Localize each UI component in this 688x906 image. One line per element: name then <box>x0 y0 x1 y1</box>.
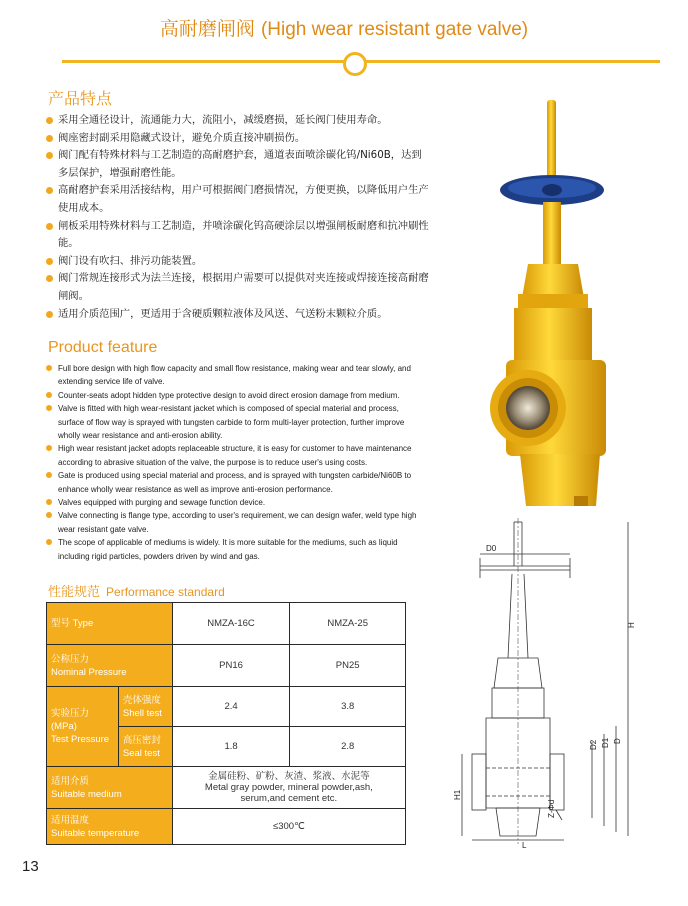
pressure-value-2: PN25 <box>290 645 406 687</box>
list-item: High wear resistant jacket adopts replaceable structure, it is easy for customer to have maintenance according to abrasive situation of the valve, the purpose is to reduce user's using costs. <box>46 442 421 469</box>
type-value-2: NMZA-25 <box>290 603 406 645</box>
list-item: 高耐磨护套采用活接结构，用户可根据阀门磨损情况，方便更换，以降低用户生产使用成本。 <box>46 182 431 217</box>
features-cn-heading: 产品特点 <box>48 89 113 108</box>
features-en-heading: Product feature <box>48 339 158 356</box>
table-row <box>47 687 406 727</box>
features-cn-list <box>46 112 431 323</box>
title-en: (High wear resistant gate valve) <box>260 19 529 40</box>
temperature-label: 适用温度 Suitable temperature <box>47 809 173 845</box>
bullet-icon <box>46 223 53 230</box>
page-title <box>0 14 688 41</box>
list-item: Valves equipped with purging and sewage function device. <box>46 496 421 509</box>
bullet-icon <box>46 152 53 159</box>
list-item: The scope of applicable of mediums is widely. It is more suitable for the mediums, such as liquid including rigid particles, powders driven by wind and gas. <box>46 536 421 563</box>
bullet-icon <box>46 472 52 478</box>
label-d: D <box>613 738 622 744</box>
performance-table <box>46 602 406 845</box>
bullet-icon <box>46 392 52 398</box>
medium-value: 金属硅粉、矿粉、灰渣、浆液、水泥等 Metal gray powder, mineral powder,ash, serum,and cement etc. <box>172 767 405 809</box>
pressure-value-1: PN16 <box>172 645 290 687</box>
seal-value-2: 2.8 <box>290 727 406 767</box>
list-item: 阀门配有特殊材料与工艺制造的高耐磨护套，通道表面喷涂碳化钨/Ni60B，达到多层保护，增强耐磨性能。 <box>46 147 431 182</box>
label-z-phi-d: Z-Φd <box>547 799 556 818</box>
bullet-icon <box>46 187 53 194</box>
list-item: 阀门设有吹扫、排污功能装置。 <box>46 253 431 271</box>
label-h: H <box>627 622 636 628</box>
bullet-icon <box>46 258 53 265</box>
pressure-label: 公称压力 Nominal Pressure <box>47 645 173 687</box>
dimension-drawing <box>452 518 652 848</box>
performance-heading: 性能规范 Performance standard <box>48 585 225 600</box>
seal-test-label: 高压密封 Seal test <box>118 727 172 767</box>
type-label: 型号 Type <box>47 603 173 645</box>
temperature-value: ≤300℃ <box>172 809 405 845</box>
title-cn: 高耐磨闸阀 <box>159 18 255 40</box>
label-d2: D2 <box>589 739 598 750</box>
list-item: 阀门常规连接形式为法兰连接，根据用户需要可以提供对夹连接或焊接连接高耐磨闸阀。 <box>46 270 431 305</box>
list-item: 阀座密封副采用隐藏式设计，避免介质直接冲刷损伤。 <box>46 130 431 148</box>
table-row <box>47 603 406 645</box>
label-d1: D1 <box>601 737 610 748</box>
bullet-icon <box>46 135 53 142</box>
bullet-icon <box>46 539 52 545</box>
list-item: Gate is produced using special material and process, and is sprayed with tungsten carbide/Ni60B to enhance wholly wear resistance as well as improve anti-erosion performance. <box>46 469 421 496</box>
seal-value-1: 1.8 <box>172 727 290 767</box>
label-h1: H1 <box>453 789 462 800</box>
shell-value-1: 2.4 <box>172 687 290 727</box>
table-row <box>47 809 406 845</box>
list-item: Full bore design with high flow capacity and small flow resistance, making wear and tear slowly, and extending service life of valve. <box>46 362 421 389</box>
valve-photo <box>488 98 640 512</box>
list-item: 闸板采用特殊材料与工艺制造，并喷涂碳化钨高硬涂层以增强闸板耐磨和抗冲刷性能。 <box>46 218 431 253</box>
bullet-icon <box>46 311 53 318</box>
list-item: 采用全通径设计，流通能力大，流阻小，减缓磨损，延长阀门使用寿命。 <box>46 112 431 130</box>
shell-value-2: 3.8 <box>290 687 406 727</box>
bullet-icon <box>46 365 52 371</box>
bullet-icon <box>46 512 52 518</box>
label-l: L <box>522 841 527 848</box>
label-d0: D0 <box>486 544 497 553</box>
test-pressure-label: 实验压力 (MPa) Test Pressure <box>47 687 119 767</box>
page-number: 13 <box>22 858 39 875</box>
shell-test-label: 壳体强度 Shell test <box>118 687 172 727</box>
type-value-1: NMZA-16C <box>172 603 290 645</box>
table-row <box>47 645 406 687</box>
list-item: Valve is fitted with high wear-resistant jacket which is composed of special material and process, surface of flow way is sprayed with tungsten carbide to form multi-layer protection, further improve wholly wear resistance and anti-erosion ability. <box>46 402 421 442</box>
bullet-icon <box>46 499 52 505</box>
list-item: Valve connecting is flange type, according to user's requirement, we can design wafer, weld type high wear resistant gate valve. <box>46 509 421 536</box>
medium-label: 适用介质 Suitable medium <box>47 767 173 809</box>
bullet-icon <box>46 445 52 451</box>
table-row <box>47 767 406 809</box>
divider-ring-icon <box>343 52 367 76</box>
features-en-list <box>46 362 421 563</box>
list-item: 适用介质范围广，更适用于含硬质颗粒液体及风送、气送粉末颗粒介质。 <box>46 306 431 324</box>
bullet-icon <box>46 405 52 411</box>
bullet-icon <box>46 275 53 282</box>
list-item: Counter-seats adopt hidden type protective design to avoid direct erosion damage from medium. <box>46 389 421 402</box>
bullet-icon <box>46 117 53 124</box>
